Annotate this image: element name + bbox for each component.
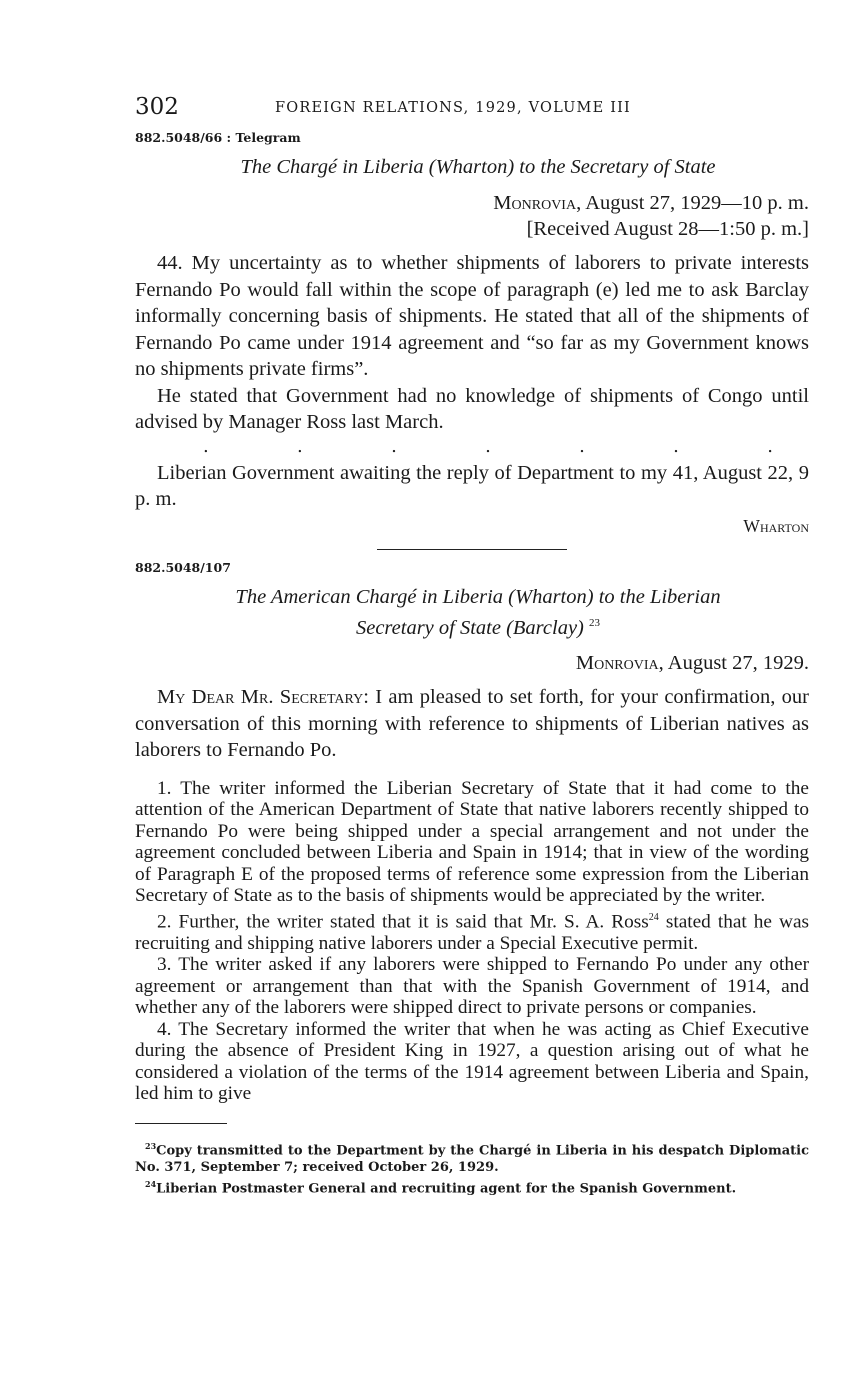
ellipsis-dot: . (579, 435, 585, 457)
numbered-item: 1. The writer informed the Liberian Secretary of State that it had come to the attention of the American Department of State that native laborers recently shipped to Fernando Po were being shipped under a special arrangement and not under the agreement concluded between Liberia and Spain in 1914; that in view of the wording of Paragraph E of the proposed terms of reference some expression from the Liberian Secretary of State as to the basis of shipments would be appreciated by the writer. (135, 777, 809, 907)
title-line-2 (147, 610, 809, 641)
received-line: [Received August 28—1:50 p. m.] (526, 218, 809, 240)
ellipsis-dot: . (673, 435, 679, 457)
dateline (135, 190, 809, 216)
title-line: The American Chargé in Liberia (Wharton) to the Liberian (235, 585, 721, 608)
dateline (135, 650, 809, 676)
file-number: 882.5048/66 : Telegram (135, 130, 301, 145)
page-header (135, 92, 809, 126)
document-title: The Chargé in Liberia (Wharton) to the Secretary of State (240, 156, 716, 178)
letter-opening (135, 684, 809, 764)
footnote (135, 1138, 809, 1176)
section-divider (377, 549, 567, 550)
footnote-ref: 23 (589, 616, 600, 629)
footnote-ref: 24 (648, 911, 659, 923)
ellipsis-row (135, 435, 809, 457)
dateline-date: August 27, 1929. (663, 652, 809, 675)
item-text: stated that he was recruiting and shipping native laborers under a Special Executive permit. (135, 911, 810, 954)
footnote (135, 1176, 809, 1197)
paragraph: He stated that Government had no knowledge of shipments of Congo until advised by Manager Ross last March. (135, 384, 809, 433)
footnote-text: Liberian Postmaster General and recruiting agent for the Spanish Government. (156, 1181, 737, 1197)
document-title (135, 584, 809, 641)
salutation: My Dear Mr. Secretary: (157, 686, 369, 709)
footnote-divider (135, 1123, 227, 1124)
numbered-item: 3. The writer asked if any laborers were shipped to Fernando Po under any other agreement or arrangement than that with the Spanish Government of 1914, and whether any of the laborers were shipped direct to private persons or companies. (135, 954, 809, 1019)
page (135, 92, 809, 1197)
title-line: Secretary of State (Barclay) (355, 616, 584, 639)
signature: Wharton (743, 515, 809, 536)
footnote-mark: 24 (145, 1179, 157, 1190)
footnote-mark: 23 (145, 1140, 157, 1151)
opening-text: I am pleased to set forth, for your confirmation, our conversation of this morning with reference to shipments of Liberian natives as laborers to Fernando Po. (135, 686, 809, 762)
paragraph: 44. My uncertainty as to whether shipments of laborers to private interests Fernando Po would fall within the scope of paragraph (e) led me to ask Barclay informally concerning basis of shipments. He stated that all of the shipments of Fernando Po came under 1914 agreement and “so far as my Government knows no shipments private firms”. (135, 252, 809, 380)
ellipsis-dot: . (391, 435, 397, 457)
running-title: FOREIGN RELATIONS, 1929, VOLUME III (275, 100, 631, 116)
ellipsis-dot: . (297, 435, 303, 457)
footnote-text: Copy transmitted to the Department by the Chargé in Liberia in his despatch Diplomatic No. 371, September 7; received October 26, 1929. (135, 1143, 809, 1176)
numbered-items (135, 778, 809, 1105)
file-number: 882.5048/107 (135, 559, 231, 575)
ellipsis-dot: . (767, 435, 773, 457)
ellipsis-dot: . (485, 435, 491, 457)
numbered-item: 4. The Secretary informed the writer that when he was acting as Chief Executive during the absence of President King in 1927, a question arising out of what he considered a violation of the terms of the 1914 agreement between Liberia and Spain, led him to give (135, 1018, 809, 1105)
numbered-item (135, 907, 809, 954)
paragraph: Liberian Government awaiting the reply of Department to my 41, August 22, 9 p. m. (135, 461, 809, 510)
page-number: 302 (135, 94, 179, 120)
ellipsis-dot: . (203, 435, 209, 457)
dateline-place: Monrovia, (493, 192, 582, 214)
dateline-place: Monrovia, (575, 652, 664, 675)
dateline-date: August 27, 1929—10 p. m. (581, 192, 809, 214)
item-text: 2. Further, the writer stated that it is said that Mr. S. A. Ross (157, 911, 649, 933)
